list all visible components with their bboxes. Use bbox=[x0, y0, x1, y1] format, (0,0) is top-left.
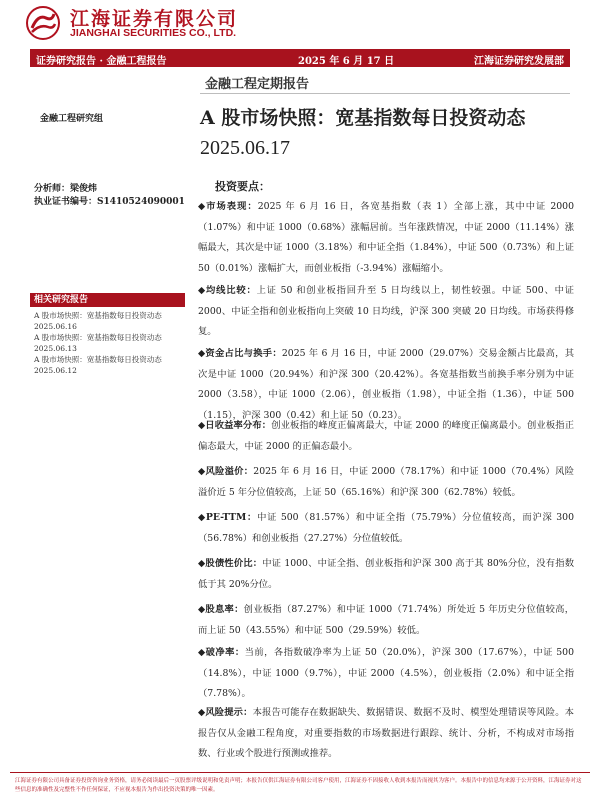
header-bar-department: 江海证券研究发展部 bbox=[474, 56, 564, 67]
key-points-title: 投资要点： bbox=[215, 180, 270, 193]
section-text: 2025 年 6 月 16 日，中证 2000（29.07%）交易金额占比最高，其次是中证 1000（20.94%）和沪深 300（20.42%）。各宽基指数当前换手率分别为中证 2000（3.58），中证 1000（2.06），创业板指（1.98），中证全指（1.36），中证 500（1.15），沪深 300（0.42）和上证 50（0.23）。 bbox=[198, 348, 574, 422]
header-bar bbox=[30, 49, 570, 67]
section-below-book: ◆破净率：当前，各指数破净率为上证 50（20.0%），沪深 300（17.67%），中证 500（14.8%），中证 1000（9.7%），中证 2000（4.5%），创业板指（2.0%）和中证全指（7.78%）。 bbox=[198, 647, 574, 700]
header-bar-date: 2025 年 6 月 17 日 bbox=[298, 56, 395, 67]
section-label: 股债性价比： bbox=[205, 558, 263, 569]
section-pe-ttm: ◆PE-TTM：中证 500（81.57%）和中证全指（75.79%）分位值较高，而沪深 300（56.78%）和创业板指（27.27%）分位值较低。 bbox=[198, 512, 574, 544]
section-text: 2025 年 6 月 16 日，各宽基指数（表 1）全部上涨，其中中证 2000（1.07%）和中证 1000（0.68%）涨幅居前。当年涨跌情况，中证 2000（11.14%）涨幅最大，其次是中证 1000（3.18%）和中证全指（1.84%），中证 500（0.73%）和上证 50（0.01%）涨幅扩大，而创业板指（-3.94%）涨幅缩小。 bbox=[198, 201, 574, 275]
section-risk-premium: ◆风险溢价：2025 年 6 月 16 日，中证 2000（78.17%）和中证 1000（70.4%）风险溢价近 5 年分位值较高，上证 50（65.16%）和沪深 300（62.78%）较低。 bbox=[198, 466, 574, 498]
footer-divider bbox=[10, 772, 590, 773]
analyst-name: 分析师：梁俊炜 bbox=[34, 184, 98, 194]
related-report-link[interactable]: A 股市场快照：宽基指数每日投资动态 2025.06.13 bbox=[34, 333, 162, 353]
research-team: 金融工程研究组 bbox=[40, 114, 104, 124]
header-bar-category: 证券研究报告 · 金融工程报告 bbox=[36, 56, 167, 67]
section-label: 市场表现： bbox=[206, 201, 258, 212]
section-label: 风险提示： bbox=[205, 707, 253, 718]
company-name-en: JIANGHAI SECURITIES CO., LTD. bbox=[70, 27, 237, 39]
related-report-link[interactable]: A 股市场快照：宽基指数每日投资动态 2025.06.16 bbox=[34, 311, 162, 331]
section-capital-turnover: ◆资金占比与换手：2025 年 6 月 16 日，中证 2000（29.07%）交易金额占比最高，其次是中证 1000（20.94%）和沪深 300（20.42%）。各宽基指数当前换手率分别为中证 2000（3.58），中证 1000（2.06），创业板指（1.98），中证全指（1.36），中证 500（1.15），沪深 300（0.42）和上证 50（0.23）。 bbox=[198, 348, 574, 422]
section-equity-bond: ◆股债性价比：中证 1000、中证全指、创业板指和沪深 300 高于其 80%分位，没有指数低于其 20%分位。 bbox=[198, 558, 574, 590]
footer-disclaimer: 江海证券有限公司具备证券投资咨询业务资格，请务必阅读最后一页股票评级说明和免责声明；本报告仅供江海证券有限公司客户使用，江海证券不因接收人收到本报告而视其为客户。本报告中的信息均来源于公开资料，江海证券对这些信息的准确性及完整性不作任何保证，不应视本报告为作出投资决策的唯一因素。 bbox=[15, 778, 582, 793]
related-reports-title: 相关研究报告 bbox=[30, 293, 185, 307]
section-label: 日收益率分布： bbox=[205, 420, 272, 431]
section-label: PE-TTM： bbox=[205, 512, 258, 523]
section-risk-warning: ◆风险提示：本报告可能存在数据缺失、数据错误、数据不及时、模型处理错误等风险。本报告仅从金融工程角度，对重要指数的市场数据进行跟踪、统计、分析，不构成对市场指数、行业或个股进行预测或推荐。 bbox=[198, 707, 574, 760]
section-moving-average: ◆均线比较：上证 50 和创业板指回升至 5 日均线以上，韧性较强。中证 500、中证 2000、中证全指和创业板指向上突破 10 日均线，沪深 300 突破 20 日均线。市场获得修复。 bbox=[198, 285, 574, 338]
related-report-link[interactable]: A 股市场快照：宽基指数每日投资动态 2025.06.12 bbox=[34, 355, 162, 375]
company-logo-icon bbox=[26, 6, 60, 40]
page-title: A 股市场快照：宽基指数每日投资动态 bbox=[200, 107, 526, 129]
license-number: 执业证书编号：S1410524090001 bbox=[34, 197, 185, 207]
section-text: 本报告可能存在数据缺失、数据错误、数据不及时、模型处理错误等风险。本报告仅从金融工程角度，对重要指数的市场数据进行跟踪、统计、分析，不构成对市场指数、行业或个股进行预测或推荐。 bbox=[198, 707, 574, 760]
section-text: 上证 50 和创业板指回升至 5 日均线以上，韧性较强。中证 500、中证 2000、中证全指和创业板指向上突破 10 日均线，沪深 300 突破 20 日均线。市场获得修复。 bbox=[198, 285, 574, 338]
section-label: 均线比较： bbox=[205, 285, 257, 296]
section-text: 中证 500（81.57%）和中证全指（75.79%）分位值较高，而沪深 300（56.78%）和创业板指（27.27%）分位值较低。 bbox=[198, 512, 574, 544]
section-text: 当前，各指数破净率为上证 50（20.0%），沪深 300（17.67%），中证 500（14.8%），中证 1000（9.7%），中证 2000（4.5%），创业板指（2.0%）和中证全指（7.78%）。 bbox=[198, 647, 574, 700]
section-text: 2025 年 6 月 16 日，中证 2000（78.17%）和中证 1000（70.4%）风险溢价近 5 年分位值较高，上证 50（65.16%）和沪深 300（62.78%）较低。 bbox=[198, 466, 574, 498]
divider bbox=[200, 93, 570, 94]
company-name-cn: 江海证券有限公司 bbox=[70, 8, 239, 30]
section-text: 中证 1000、中证全指、创业板指和沪深 300 高于其 80%分位，没有指数低于其 20%分位。 bbox=[198, 558, 574, 590]
related-reports-list bbox=[34, 310, 186, 376]
section-dividend-yield: ◆股息率：创业板指（87.27%）和中证 1000（71.74%）所处近 5 年历史分位值较高，而上证 50（43.55%）和中证 500（29.59%）较低。 bbox=[198, 604, 574, 636]
section-label: 风险溢价： bbox=[205, 466, 254, 477]
section-label: 资金占比与换手： bbox=[205, 348, 282, 359]
section-return-distribution: ◆日收益率分布：创业板指的峰度正偏离最大，中证 2000 的峰度正偏离最小。创业板指正偏态最大，中证 2000 的正偏态最小。 bbox=[198, 420, 574, 452]
section-market-performance: ◆市场表现：2025 年 6 月 16 日，各宽基指数（表 1）全部上涨，其中中证 2000（1.07%）和中证 1000（0.68%）涨幅居前。当年涨跌情况，中证 2000（11.14%）涨幅最大，其次是中证 1000（3.18%）和中证全指（1.84%），中证 500（0.73%）和上证 50（0.01%）涨幅扩大，而创业板指（-3.94%）涨幅缩小。 bbox=[198, 201, 574, 275]
section-label: 股息率： bbox=[205, 604, 244, 615]
section-text: 创业板指（87.27%）和中证 1000（71.74%）所处近 5 年历史分位值较高，而上证 50（43.55%）和中证 500（29.59%）较低。 bbox=[198, 604, 574, 636]
section-text: 创业板指的峰度正偏离最大，中证 2000 的峰度正偏离最小。创业板指正偏态最大，中证 2000 的正偏态最小。 bbox=[198, 420, 574, 452]
report-date: 2025.06.17 bbox=[200, 137, 290, 159]
report-type: 金融工程定期报告 bbox=[205, 77, 310, 92]
section-label: 破净率： bbox=[205, 647, 245, 658]
